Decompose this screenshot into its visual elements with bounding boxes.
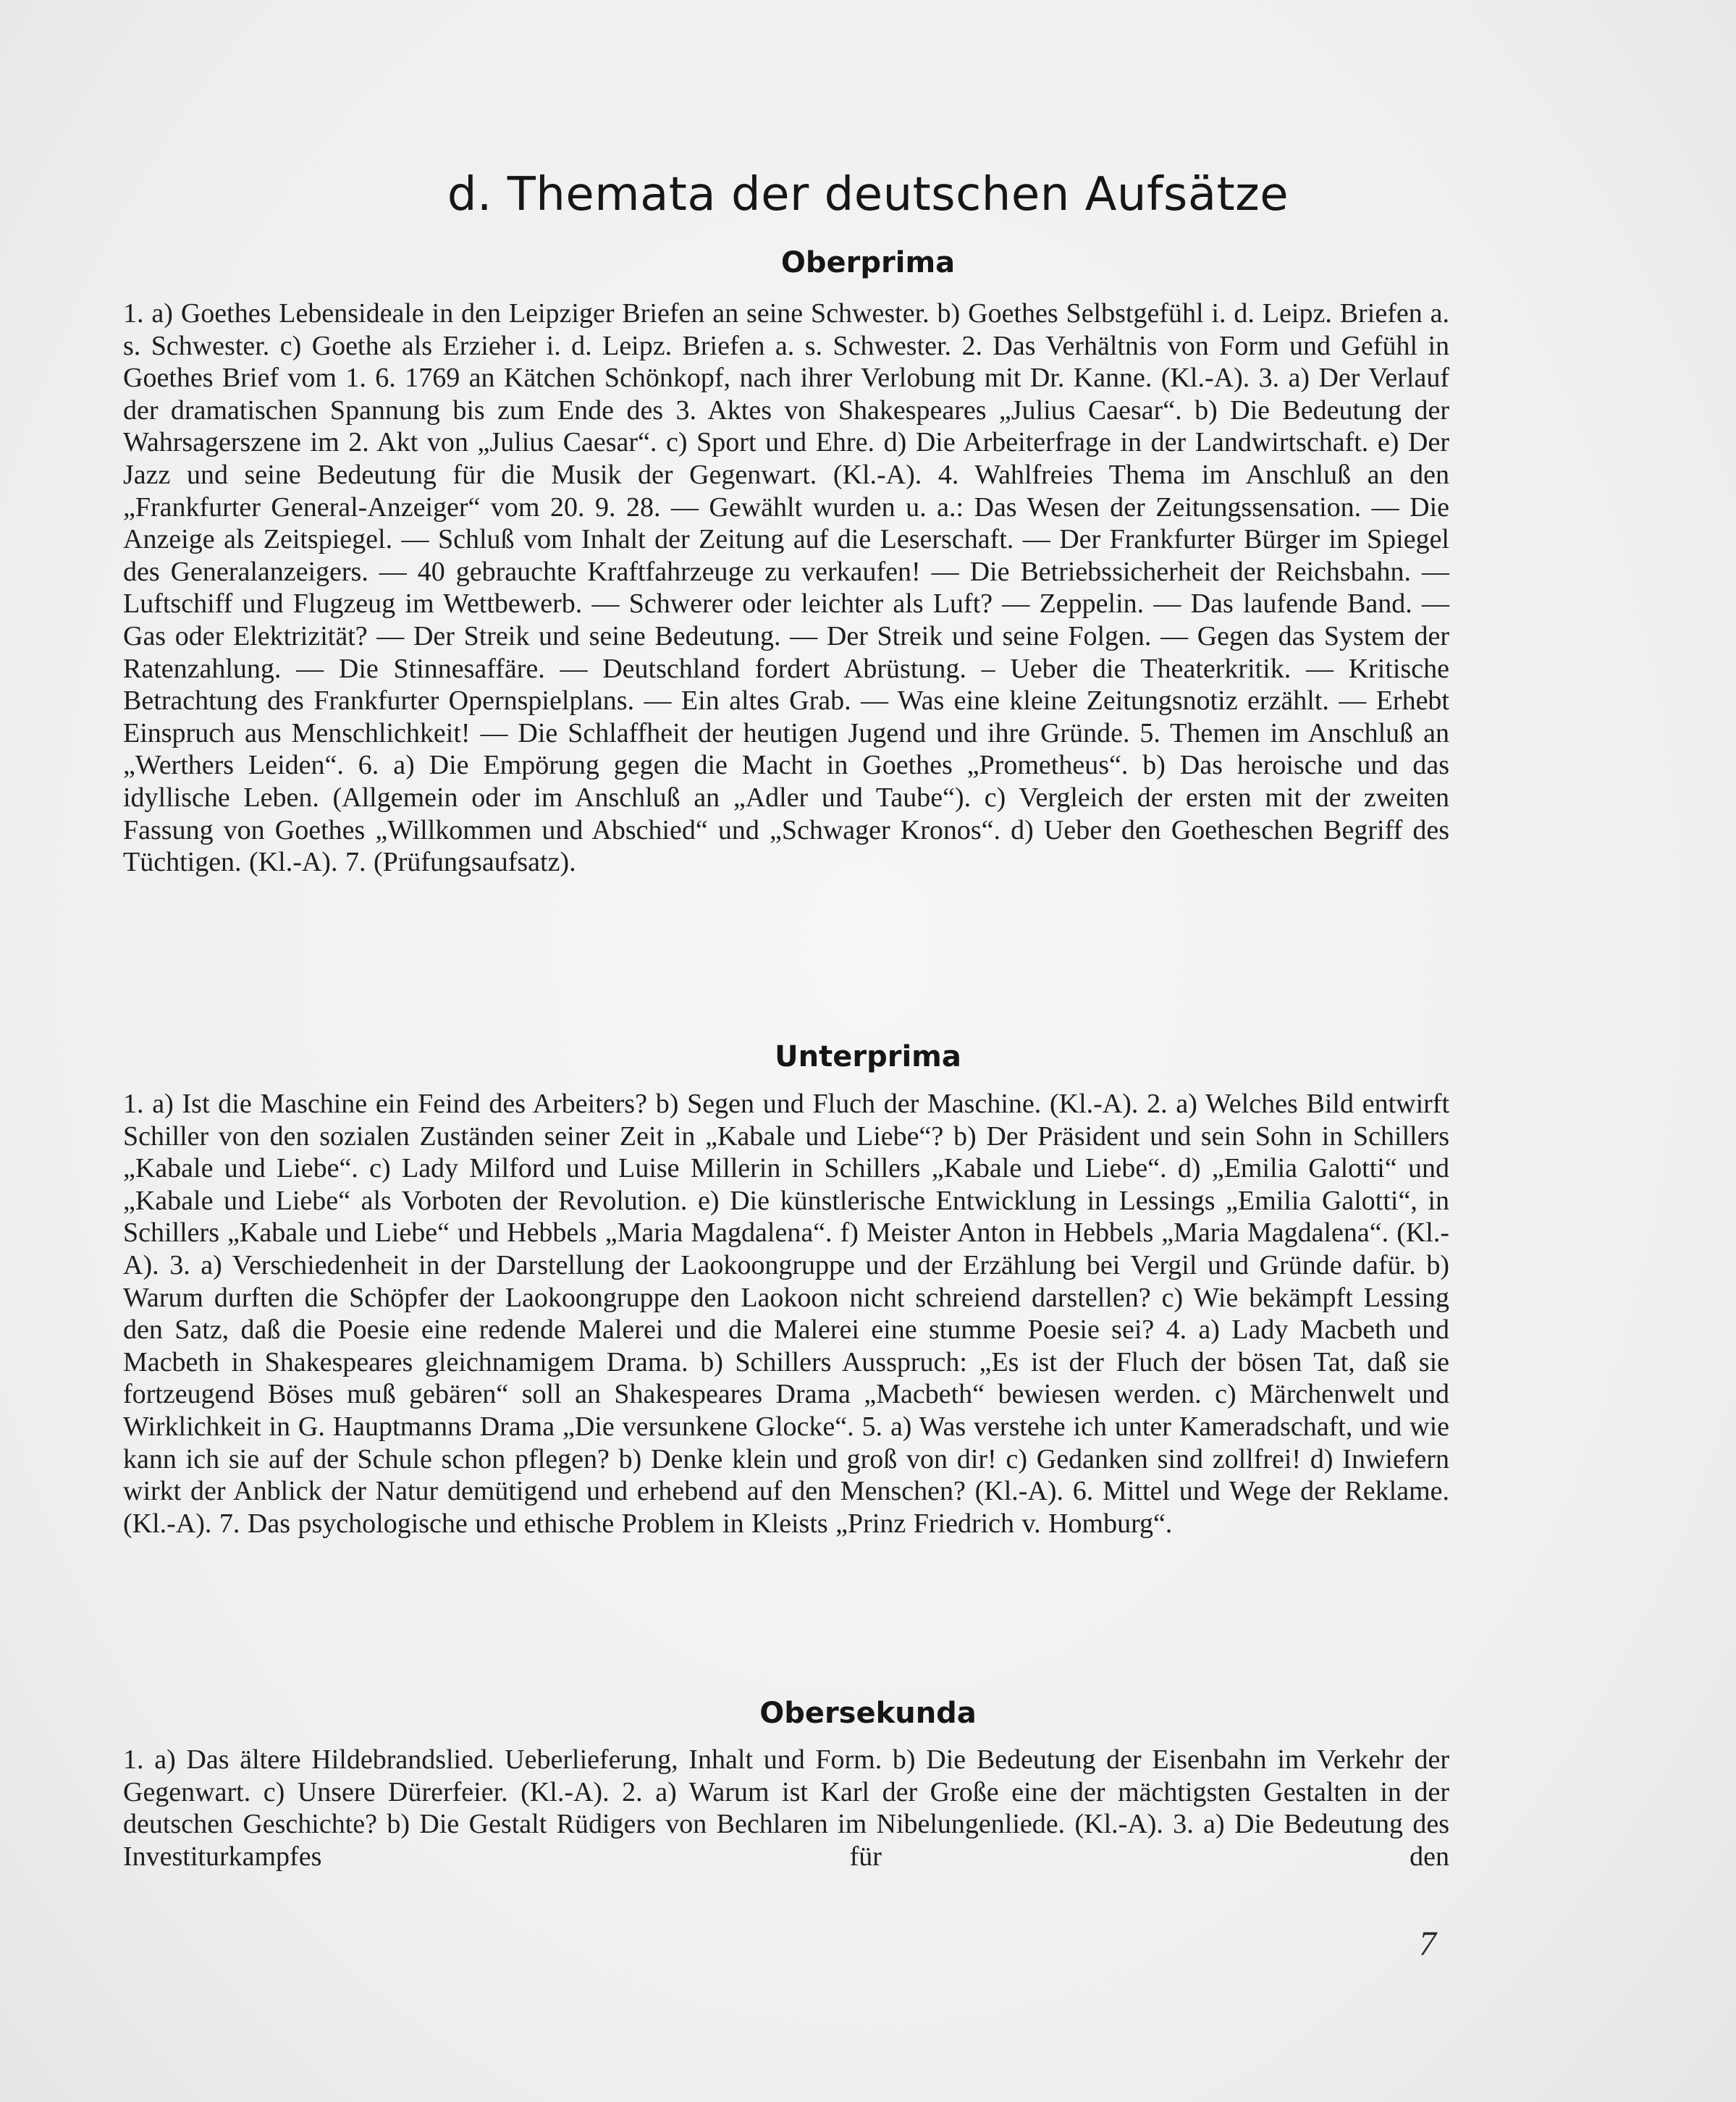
section-text-oberprima: 1. a) Goethes Lebensideale in den Leipziger Briefen an seine Schwester. b) Goethes Selbstgefühl i. d. Leipz. Briefen a. s. Schwester. c) Goethe als Erzieher i. d. Leipz. Briefen a. s. Schwester. 2. Das Verhältnis von Form und Gefühl in Goethes Brief vom 1. 6. 1769 an Kätchen Schönkopf, nach ihrer Verlobung mit Dr. Kanne. (Kl.-A). 3. a) Der Verlauf der dramatischen Spannung bis zum Ende des 3. Aktes von Shakespeares „Julius Caesar“. b) Die Bedeutung der Wahrsagerszene im 2. Akt von „Julius Caesar“. c) Sport und Ehre. d) Die Arbeiterfrage in der Landwirtschaft. e) Der Jazz und seine Bedeutung für die Musik der Gegenwart. (Kl.-A). 4. Wahlfreies Thema im Anschluß an den „Frankfurter General-Anzeiger“ vom 20. 9. 28. — Gewählt wurden u. a.: Das Wesen der Zeitungssensation. — Die Anzeige als Zeitspiegel. — Schluß vom Inhalt der Zeitung auf die Leserschaft. — Der Frankfurter Bürger im Spiegel des Generalanzeigers. — 40 gebrauchte Kraftfahrzeuge zu verkaufen! — Die Betriebssicherheit der Reichsbahn. — Luftschiff und Flugzeug im Wettbewerb. — Schwerer oder leichter als Luft? — Zeppelin. — Das laufende Band. — Gas oder Elektrizität? — Der Streik und seine Bedeutung. — Der Streik und seine Folgen. — Gegen das System der Ratenzahlung. — Die Stinnesaffäre. — Deutschland fordert Abrüstung. – Ueber die Theaterkritik. — Kritische Betrachtung des Frankfurter Opernspielplans. — Ein altes Grab. — Was eine kleine Zeitungsnotiz erzählt. — Erhebt Einspruch aus Menschlichkeit! — Die Schlaffheit der heutigen Jugend und ihre Gründe. 5. Themen im Anschluß an „Werthers Leiden“. 6. a) Die Empörung gegen die Macht in Goethes „Prometheus“. b) Das heroische und das idyllische Leben. (Allgemein oder im Anschluß an „Adler und Taube“). c) Vergleich der ersten mit der zweiten Fassung von Goethes „Willkommen und Abschied“ und „Schwager Kronos“. d) Ueber den Goetheschen Begriff des Tüchtigen. (Kl.-A). 7. (Prüfungsaufsatz).: [123, 298, 1449, 878]
page-title: d. Themata der deutschen Aufsätze: [447, 168, 1289, 221]
section-heading-unterprima: Unterprima: [775, 1040, 961, 1073]
section-text-unterprima: 1. a) Ist die Maschine ein Feind des Arbeiters? b) Segen und Fluch der Maschine. (Kl.-A). 2. a) Welches Bild entwirft Schiller von den sozialen Zuständen seiner Zeit in „Kabale und Liebe“? b) Der Präsident und sein Sohn in Schillers „Kabale und Liebe“. c) Lady Milford und Luise Millerin in Schillers „Kabale und Liebe“. d) „Emilia Galotti“ und „Kabale und Liebe“ als Vorboten der Revolution. e) Die künstlerische Entwicklung in Lessings „Emilia Galotti“, in Schillers „Kabale und Liebe“ und Hebbels „Maria Magdalena“. f) Meister Anton in Hebbels „Maria Magdalena“. (Kl.-A). 3. a) Verschiedenheit in der Darstellung der Laokoongruppe und der Erzählung bei Vergil und Gründe dafür. b) Warum durften die Schöpfer der Laokoongruppe den Laokoon nicht schreiend darstellen? c) Wie bekämpft Lessing den Satz, daß die Poesie eine redende Malerei und die Malerei eine stumme Poesie sei? 4. a) Lady Macbeth und Macbeth in Shakespeares gleichnamigem Drama. b) Schillers Ausspruch: „Es ist der Fluch der bösen Tat, daß sie fortzeugend Böses muß gebären“ soll an Shakespeares Drama „Macbeth“ bewiesen werden. c) Märchenwelt und Wirklichkeit in G. Hauptmanns Drama „Die versunkene Glocke“. 5. a) Was verstehe ich unter Kameradschaft, und wie kann ich sie auf der Schule schon pflegen? b) Denke klein und groß von dir! c) Gedanken sind zollfrei! d) Inwiefern wirkt der Anblick der Natur demütigend und erhebend auf den Menschen? (Kl.-A). 6. Mittel und Wege der Reklame. (Kl.-A). 7. Das psychologische und ethische Problem in Kleists „Prinz Friedrich v. Homburg“.: [123, 1089, 1449, 1539]
section-text-obersekunda: 1. a) Das ältere Hildebrandslied. Ueberlieferung, Inhalt und Form. b) Die Bedeutung der Eisenbahn im Verkehr der Gegenwart. c) Unsere Dürerfeier. (Kl.-A). 2. a) Warum ist Karl der Große eine der mächtigsten Gestalten in der deutschen Geschichte? b) Die Gestalt Rüdigers von Bechlaren im Nibelungenliede. (Kl.-A). 3. a) Die Bedeutung des Investiturkampfes für den: [123, 1744, 1449, 1872]
section-heading-obersekunda: Obersekunda: [759, 1697, 977, 1730]
page-number: 7: [1419, 1925, 1436, 1963]
section-heading-oberprima: Oberprima: [780, 246, 956, 279]
